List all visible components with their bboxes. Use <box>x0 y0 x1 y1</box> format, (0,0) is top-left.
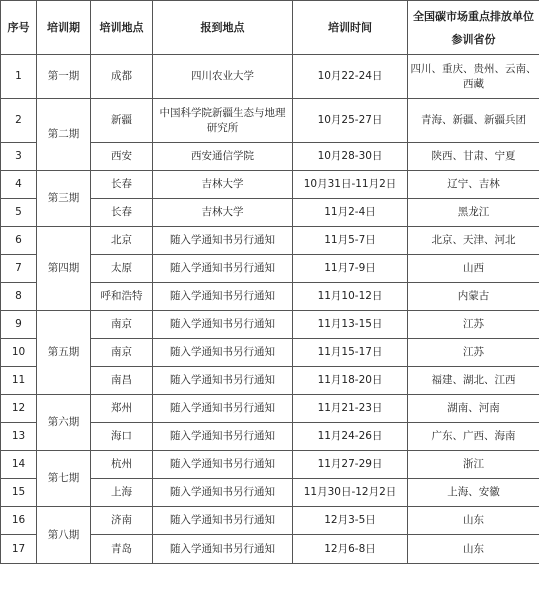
row-location: 海口 <box>91 423 153 451</box>
row-venue: 随入学通知书另行通知 <box>153 535 293 564</box>
table-row <box>1 171 539 199</box>
header-period: 培训期 <box>37 1 91 55</box>
row-no: 16 <box>1 507 37 535</box>
period-cell: 第四期 <box>37 227 91 311</box>
row-no: 9 <box>1 311 37 339</box>
row-provinces: 江苏 <box>408 339 539 367</box>
row-no: 7 <box>1 255 37 283</box>
row-time: 11月21-23日 <box>293 395 408 423</box>
row-location: 郑州 <box>91 395 153 423</box>
period-cell: 第六期 <box>37 395 91 451</box>
row-location: 青岛 <box>91 535 153 564</box>
row-time: 10月25-27日 <box>293 99 408 143</box>
row-location: 呼和浩特 <box>91 283 153 311</box>
row-time: 12月3-5日 <box>293 507 408 535</box>
row-provinces: 湖南、河南 <box>408 395 539 423</box>
row-no: 11 <box>1 367 37 395</box>
table-row <box>1 99 539 143</box>
row-time: 11月5-7日 <box>293 227 408 255</box>
row-time: 11月2-4日 <box>293 199 408 227</box>
row-location: 南昌 <box>91 367 153 395</box>
row-provinces: 江苏 <box>408 311 539 339</box>
row-provinces: 青海、新疆、新疆兵团 <box>408 99 539 143</box>
period-cell: 第八期 <box>37 507 91 564</box>
row-venue: 随入学通知书另行通知 <box>153 255 293 283</box>
row-provinces: 四川、重庆、贵州、云南、西藏 <box>408 55 539 99</box>
header-row <box>1 1 539 55</box>
row-time: 10月28-30日 <box>293 143 408 171</box>
row-time: 12月6-8日 <box>293 535 408 564</box>
row-time: 11月30日-12月2日 <box>293 479 408 507</box>
row-venue: 随入学通知书另行通知 <box>153 227 293 255</box>
row-provinces: 内蒙古 <box>408 283 539 311</box>
row-venue: 随入学通知书另行通知 <box>153 283 293 311</box>
row-no: 17 <box>1 535 37 564</box>
row-location: 长春 <box>91 199 153 227</box>
row-no: 5 <box>1 199 37 227</box>
table-row <box>1 451 539 479</box>
header-provinces <box>408 1 539 55</box>
row-venue: 随入学通知书另行通知 <box>153 395 293 423</box>
row-time: 10月31日-11月2日 <box>293 171 408 199</box>
row-location: 长春 <box>91 171 153 199</box>
row-no: 15 <box>1 479 37 507</box>
row-no: 6 <box>1 227 37 255</box>
row-no: 10 <box>1 339 37 367</box>
row-provinces: 山东 <box>408 507 539 535</box>
row-time: 11月13-15日 <box>293 311 408 339</box>
table-row <box>1 395 539 423</box>
row-venue: 西安通信学院 <box>153 143 293 171</box>
period-cell: 第一期 <box>37 55 91 99</box>
row-location: 北京 <box>91 227 153 255</box>
table-row <box>1 507 539 535</box>
row-location: 新疆 <box>91 99 153 143</box>
row-location: 西安 <box>91 143 153 171</box>
row-no: 13 <box>1 423 37 451</box>
header-time: 培训时间 <box>293 1 408 55</box>
row-time: 11月24-26日 <box>293 423 408 451</box>
row-time: 11月18-20日 <box>293 367 408 395</box>
row-no: 2 <box>1 99 37 143</box>
row-venue: 四川农业大学 <box>153 55 293 99</box>
row-venue: 吉林大学 <box>153 199 293 227</box>
row-no: 14 <box>1 451 37 479</box>
table-row <box>1 227 539 255</box>
period-cell: 第三期 <box>37 171 91 227</box>
row-time: 11月10-12日 <box>293 283 408 311</box>
table-row <box>1 55 539 99</box>
row-provinces: 辽宁、吉林 <box>408 171 539 199</box>
row-provinces: 福建、湖北、江西 <box>408 367 539 395</box>
header-venue: 报到地点 <box>153 1 293 55</box>
row-venue: 吉林大学 <box>153 171 293 199</box>
row-provinces: 陕西、甘肃、宁夏 <box>408 143 539 171</box>
row-venue: 随入学通知书另行通知 <box>153 367 293 395</box>
row-time: 11月27-29日 <box>293 451 408 479</box>
header-provinces-line1: 全国碳市场重点排放单位 <box>413 9 534 23</box>
row-location: 太原 <box>91 255 153 283</box>
period-cell: 第七期 <box>37 451 91 507</box>
row-location: 成都 <box>91 55 153 99</box>
row-time: 10月22-24日 <box>293 55 408 99</box>
row-location: 上海 <box>91 479 153 507</box>
row-no: 4 <box>1 171 37 199</box>
period-cell: 第二期 <box>37 99 91 171</box>
row-location: 南京 <box>91 311 153 339</box>
row-no: 3 <box>1 143 37 171</box>
row-venue: 随入学通知书另行通知 <box>153 451 293 479</box>
row-location: 济南 <box>91 507 153 535</box>
table-row <box>1 311 539 339</box>
row-no: 1 <box>1 55 37 99</box>
row-no: 12 <box>1 395 37 423</box>
row-venue: 随入学通知书另行通知 <box>153 339 293 367</box>
row-provinces: 北京、天津、河北 <box>408 227 539 255</box>
header-no: 序号 <box>1 1 37 55</box>
row-location: 杭州 <box>91 451 153 479</box>
row-provinces: 浙江 <box>408 451 539 479</box>
row-provinces: 广东、广西、海南 <box>408 423 539 451</box>
header-provinces-line2: 参训省份 <box>451 32 496 46</box>
row-provinces: 上海、安徽 <box>408 479 539 507</box>
header-location: 培训地点 <box>91 1 153 55</box>
row-venue: 中国科学院新疆生态与地理研究所 <box>153 99 293 143</box>
row-venue: 随入学通知书另行通知 <box>153 311 293 339</box>
row-venue: 随入学通知书另行通知 <box>153 423 293 451</box>
row-venue: 随入学通知书另行通知 <box>153 507 293 535</box>
row-time: 11月7-9日 <box>293 255 408 283</box>
row-no: 8 <box>1 283 37 311</box>
row-location: 南京 <box>91 339 153 367</box>
row-venue: 随入学通知书另行通知 <box>153 479 293 507</box>
row-time: 11月15-17日 <box>293 339 408 367</box>
row-provinces: 山西 <box>408 255 539 283</box>
row-provinces: 山东 <box>408 535 539 564</box>
row-provinces: 黑龙江 <box>408 199 539 227</box>
period-cell: 第五期 <box>37 311 91 395</box>
